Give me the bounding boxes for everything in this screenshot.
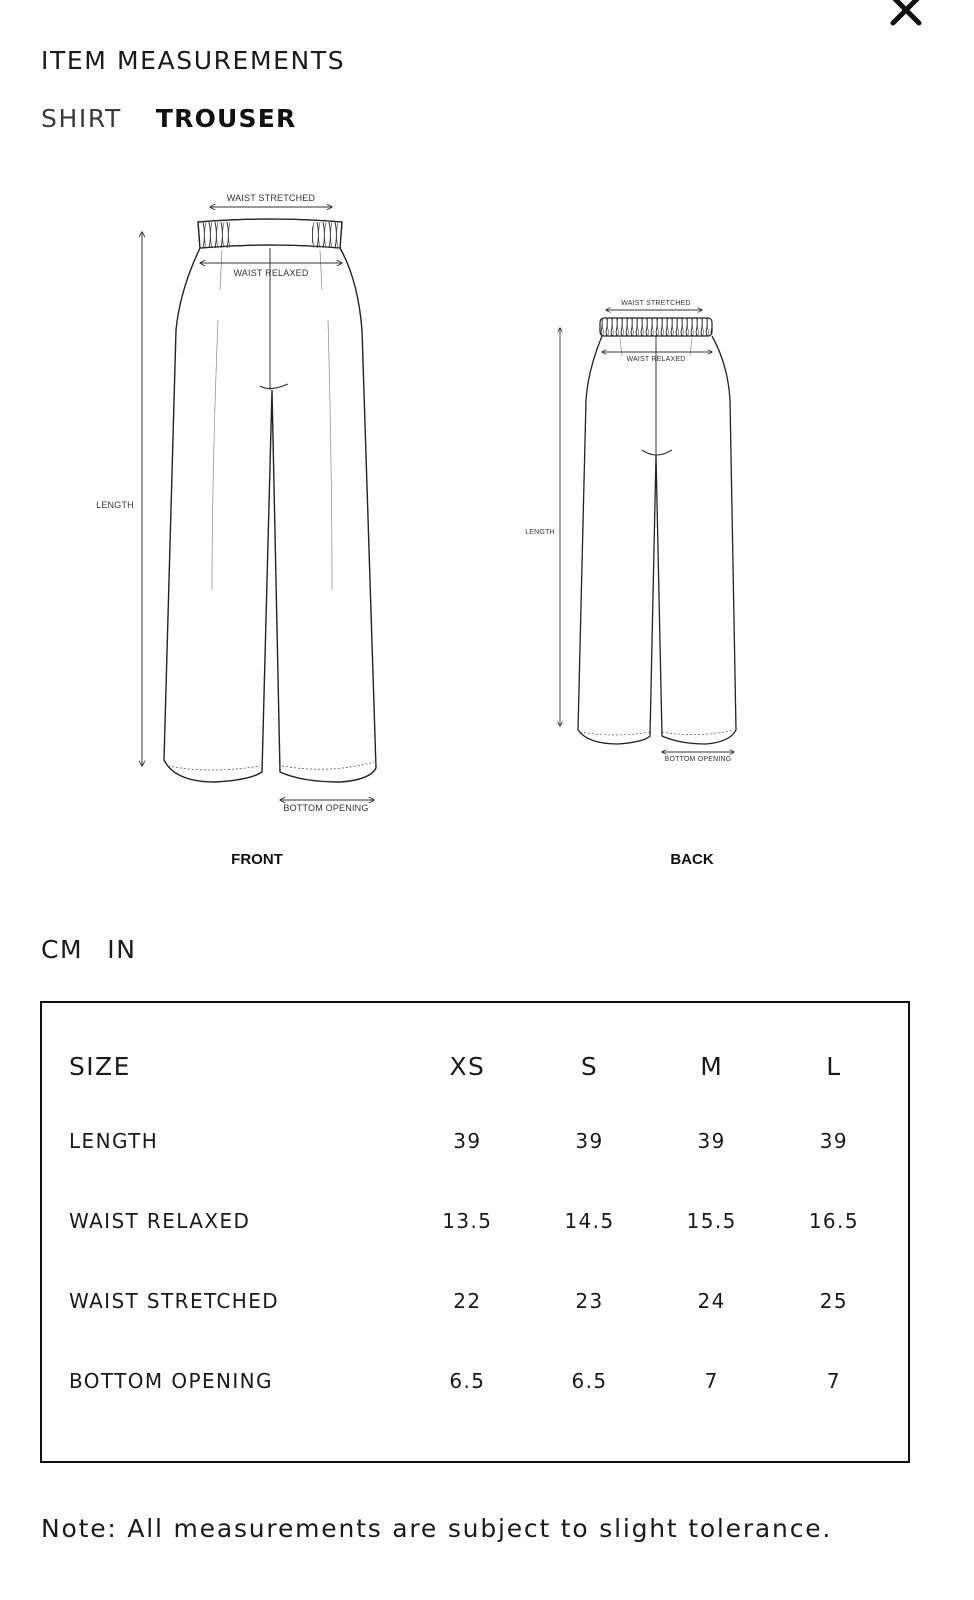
cell-value: 39 (453, 1129, 482, 1153)
page-title: ITEM MEASUREMENTS (41, 46, 346, 75)
tab-trouser[interactable]: TROUSER (155, 104, 297, 133)
front-view (96, 193, 376, 868)
cell-value: 24 (697, 1289, 726, 1313)
table-row (69, 1341, 895, 1421)
trouser-diagram-svg (40, 170, 910, 900)
back-waist-relaxed-label: WAIST RELAXED (626, 356, 686, 363)
size-table-container (40, 1001, 910, 1463)
back-bottom-opening-label: BOTTOM OPENING (664, 756, 732, 763)
size-table (69, 1031, 895, 1421)
cell-value: 25 (819, 1289, 848, 1313)
cell-value: 16.5 (808, 1209, 859, 1233)
cell-value: 13.5 (442, 1209, 493, 1233)
cell-value: 39 (697, 1129, 726, 1153)
row-label: LENGTH (69, 1129, 159, 1153)
back-length-label: LENGTH (525, 529, 555, 536)
cell-value: 7 (826, 1369, 841, 1393)
back-view (525, 300, 736, 868)
close-button[interactable] (884, 0, 928, 32)
front-view-label: FRONT (231, 851, 283, 868)
close-icon (884, 0, 928, 32)
front-bottom-opening-label: BOTTOM OPENING (283, 803, 369, 813)
unit-cm[interactable]: CM (41, 935, 84, 964)
cell-value: 6.5 (449, 1369, 486, 1393)
header-s: S (580, 1051, 599, 1081)
unit-toggle (41, 935, 137, 964)
cell-value: 15.5 (686, 1209, 737, 1233)
header-m: M (700, 1051, 724, 1081)
row-label: WAIST RELAXED (69, 1209, 251, 1233)
garment-tabs (41, 104, 296, 133)
row-label: WAIST STRETCHED (69, 1289, 280, 1313)
cell-value: 6.5 (571, 1369, 608, 1393)
table-row (69, 1101, 895, 1181)
tolerance-note: Note: All measurements are subject to slight tolerance. (41, 1514, 833, 1543)
cell-value: 7 (704, 1369, 719, 1393)
measurement-diagram (40, 170, 910, 900)
header-size: SIZE (69, 1051, 131, 1081)
back-waist-stretched-label: WAIST STRETCHED (621, 300, 691, 307)
header-xs: XS (449, 1051, 486, 1081)
cell-value: 39 (819, 1129, 848, 1153)
table-row (69, 1181, 895, 1261)
cell-value: 14.5 (564, 1209, 615, 1233)
back-trouser-outline (578, 336, 736, 744)
front-waist-stretched-label: WAIST STRETCHED (226, 193, 316, 203)
back-view-label: BACK (670, 851, 714, 868)
front-waist-relaxed-label: WAIST RELAXED (233, 268, 309, 278)
tab-shirt[interactable]: SHIRT (41, 104, 122, 133)
cell-value: 23 (575, 1289, 604, 1313)
header-l: L (826, 1051, 842, 1081)
table-header-row (69, 1031, 895, 1101)
cell-value: 22 (453, 1289, 482, 1313)
unit-in[interactable]: IN (107, 935, 137, 964)
front-length-label: LENGTH (96, 500, 134, 510)
cell-value: 39 (575, 1129, 604, 1153)
row-label: BOTTOM OPENING (69, 1369, 273, 1393)
table-row (69, 1261, 895, 1341)
